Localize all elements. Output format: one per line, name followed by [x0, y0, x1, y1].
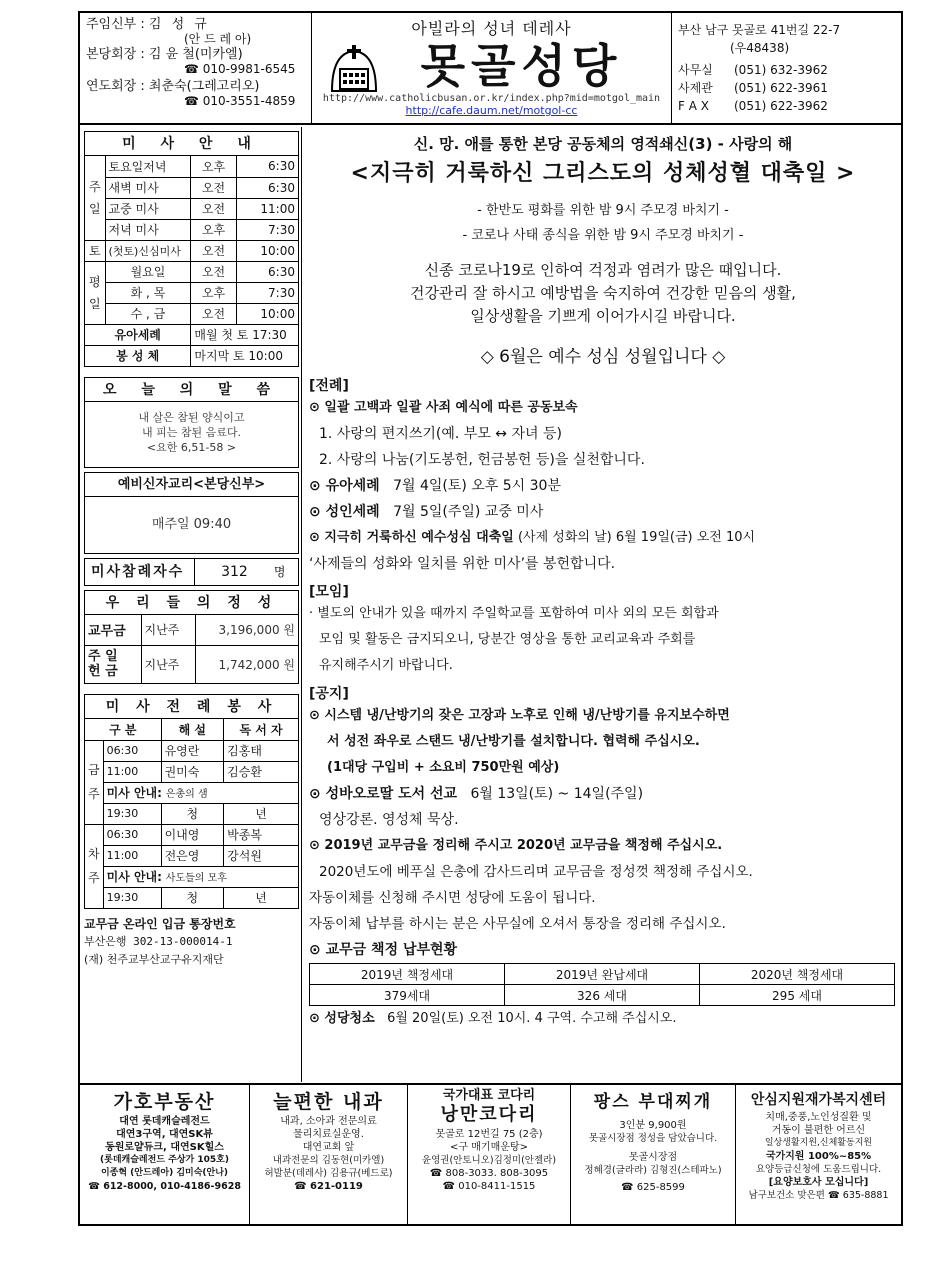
- offering-week: 지난주: [141, 615, 195, 645]
- office-phone: (051) 632-3962: [734, 63, 828, 77]
- mass-ampm: 오전: [191, 198, 236, 219]
- section-meeting: [모임]: [309, 584, 349, 600]
- offering-amount: 1,742,000 원: [195, 645, 298, 683]
- offering-label: 교무금: [85, 615, 141, 645]
- ad-clinic: [250, 1085, 408, 1226]
- ad-line: [요양보호사 모십니다]: [768, 1177, 869, 1188]
- mass-time: 6:30: [236, 156, 298, 177]
- notice-line: 모임 및 활동은 금지되오니, 당분간 영상을 통한 교리교육과 주회를: [319, 632, 696, 647]
- ad-phone: ☎ 808-3033. 808-3095: [429, 1168, 549, 1179]
- ad-line: 대연3구역, 대연SK뷰: [116, 1129, 213, 1140]
- mass-ampm: 오전: [191, 261, 236, 282]
- attendance-label: 미사참례자수: [85, 559, 195, 585]
- dues-value: 379세대: [310, 985, 505, 1006]
- notice-line: 7월 5일(주일) 교중 미사: [393, 504, 544, 520]
- offering-week: 지난주: [141, 645, 195, 683]
- feast-title: <지극히 거룩하신 그리스도의 성체성혈 대축일 >: [350, 161, 856, 186]
- notice-line: 1. 사랑의 편지쓰기(예. 부모 ↔ 자녀 등): [319, 426, 562, 442]
- ad-line: 치매,중풍,노인성질환 및: [765, 1112, 872, 1123]
- server-time: 11:00: [103, 761, 161, 782]
- attendance-unit: 명: [273, 565, 286, 579]
- mass-time: 10:00: [236, 240, 298, 261]
- mass-name: 저녁 미사: [105, 219, 191, 240]
- dues-head: 2020년 책정세대: [700, 964, 895, 985]
- ad-welfare-center: [736, 1085, 901, 1226]
- church-name: 못골성당: [420, 39, 623, 93]
- ad-stew: [571, 1085, 736, 1226]
- notice-heading: ⊙ 교무금 책정 납부현황: [309, 942, 458, 958]
- covid-notice: 건강관리 잘 하시고 예방법을 숙지하여 건강한 믿음의 생활,: [410, 284, 796, 302]
- notice-line: 2. 사랑의 나눔(기도봉헌, 헌금봉헌 등)을 실천합니다.: [319, 452, 645, 468]
- mass-time: 7:30: [236, 219, 298, 240]
- ad-line: 윤영권(안토니오)김정미(안젤라): [421, 1155, 557, 1166]
- notice-line: (사제 성화의 날) 6월 19일(금) 오전 10시: [517, 530, 756, 545]
- attendance-box: [84, 558, 299, 586]
- mass-guide-value: 은총의 샘: [165, 789, 208, 800]
- sacristy-label: 사제관: [678, 81, 713, 95]
- priest-label: 주임신부 :: [86, 17, 145, 32]
- mass-ampm: 오전: [191, 303, 236, 324]
- mass-name: 월요일: [105, 261, 191, 282]
- mass-name: 교중 미사: [105, 198, 191, 219]
- today-word-title: 오 늘 의 말 씀: [85, 378, 298, 402]
- notice-heading: ⊙ 성당청소: [309, 1011, 375, 1026]
- bank-account-number: 부산은행 302-13-000014-1: [84, 935, 233, 948]
- ad-line: (롯데캐슬레전드 주상가 105호): [100, 1155, 229, 1165]
- weekday-label: 평일: [85, 261, 105, 324]
- ad-phone: ☎ 010-8411-1515: [442, 1181, 536, 1192]
- notice-heading: ⊙ 지극히 거룩하신 예수성심 대축일: [309, 530, 514, 545]
- server-name: 년: [224, 803, 298, 824]
- offering-table: [85, 615, 298, 683]
- fax-label: F A X: [678, 99, 709, 113]
- prayer-note: - 코로나 사태 종식을 위한 밤 9시 주모경 바치기 -: [462, 228, 744, 243]
- ad-phone: ☎ 625-8599: [621, 1182, 685, 1193]
- mass-ampm: 오전: [191, 177, 236, 198]
- section-liturgy: [전례]: [309, 378, 349, 394]
- this-week-label: 금주: [85, 740, 103, 824]
- mass-ampm: 오후: [191, 156, 236, 177]
- notice-line: 2020년도에 베푸실 은총에 감사드리며 교무금을 정성껏 책정해 주십시오.: [319, 864, 753, 880]
- bulletin-page: [78, 11, 903, 1226]
- server-name: 김승환: [224, 761, 298, 782]
- cafe-link[interactable]: http://cafe.daum.net/motgol-cc: [405, 104, 578, 117]
- ad-phone: ☎ 621-0119: [294, 1181, 363, 1192]
- infant-baptism-label: 유아세례: [85, 324, 191, 345]
- today-word: [84, 377, 299, 468]
- server-time: 19:30: [103, 803, 161, 824]
- notice-line: 6월 13일(토) ~ 14일(주일): [470, 786, 644, 802]
- theme-subtitle: 신. 망. 애를 통한 본당 공동체의 영적쇄신(3) - 사랑의 해: [413, 135, 793, 153]
- server-name: 청: [161, 803, 224, 824]
- youth-phone: ☎ 010-3551-4859: [184, 94, 296, 108]
- ad-line: 물리치료실운영.: [293, 1129, 364, 1140]
- mass-schedule-title: 미 사 안 내: [85, 132, 298, 156]
- dues-value: 295 세대: [700, 985, 895, 1006]
- ad-title: 국가대표 코다리: [442, 1088, 536, 1103]
- server-name: 년: [224, 887, 298, 908]
- ad-line: <구 매기매운탕>: [450, 1142, 528, 1153]
- server-name: 권미숙: [161, 761, 224, 782]
- server-name: 강석원: [224, 845, 298, 866]
- notice-line: 자동이체를 신청해 주시면 성당에 도움이 됩니다.: [309, 890, 596, 906]
- mass-guide-label: 미사 안내:: [106, 870, 162, 884]
- server-time: 06:30: [103, 824, 161, 845]
- ad-line: 허발분(데레사) 김용규(베드로): [264, 1168, 393, 1179]
- notice-line: ‘사제들의 성화와 일치를 위한 미사’를 봉헌합니다.: [309, 556, 616, 572]
- mass-time: 7:30: [236, 282, 298, 303]
- ad-line: 일상생활지원,신체활동지원: [764, 1138, 873, 1148]
- saturday-label: 토: [85, 240, 105, 261]
- covid-notice: 신종 코로나19로 인하여 걱정과 염려가 많은 때입니다.: [424, 261, 782, 279]
- notice-line: · 별도의 안내가 있을 때까지 주일학교를 포함하여 미사 외의 모든 회합과: [309, 606, 719, 621]
- mass-time: 10:00: [236, 303, 298, 324]
- offering-label: 주 일 헌 금: [85, 645, 141, 683]
- chairman-name: 김 윤 철(미카엘): [148, 47, 243, 62]
- offering-box: [84, 590, 299, 684]
- church-address: 부산 남구 못골로 41번길 22-7: [678, 23, 841, 37]
- notice-heading: ⊙ 성바오로딸 도서 선교: [309, 786, 458, 802]
- server-name: 청: [161, 887, 224, 908]
- bank-account: [84, 915, 299, 969]
- servers-table: [85, 719, 298, 908]
- mass-ampm: 오후: [191, 219, 236, 240]
- catechumen-title: 예비신자교리<본당신부>: [85, 473, 298, 497]
- covid-notice: 일상생활을 기쁘게 이어가시길 바랍니다.: [470, 307, 736, 325]
- mass-name: 화 , 목: [105, 282, 191, 303]
- bulletin-header: [80, 13, 901, 125]
- server-name: 이내영: [161, 824, 224, 845]
- today-word-reference: <요한 6,51-58 >: [146, 441, 237, 454]
- youth-name: 최춘숙(그레고리오): [148, 79, 260, 94]
- offering-title: 우 리 들 의 정 성: [85, 591, 298, 615]
- mass-time: 6:30: [236, 261, 298, 282]
- notice-line: (1대당 구입비 + 소요비 750만원 예상): [327, 760, 560, 775]
- prayer-note: - 한반도 평화를 위한 밤 9시 주모경 바치기 -: [477, 203, 729, 218]
- sacristy-phone: (051) 622-3961: [734, 81, 828, 95]
- notice-heading: ⊙ 일괄 고백과 일괄 사죄 예식에 따른 공동보속: [309, 400, 578, 415]
- communion-value: 마지막 토 10:00: [191, 345, 298, 366]
- ad-line: 거동이 불편한 어르신: [771, 1125, 866, 1136]
- staff-contacts: [80, 13, 312, 125]
- today-word-line: 내 피는 참된 음료다.: [142, 426, 241, 439]
- homepage-link[interactable]: http://www.catholicbusan.or.kr/index.php?mid=motgol_main: [322, 93, 661, 104]
- dues-head: 2019년 완납세대: [505, 964, 700, 985]
- communion-label: 봉 성 체: [85, 345, 191, 366]
- ad-line: 동원로얄듀크, 대연SK힐스: [105, 1142, 224, 1153]
- today-word-line: 내 살은 참된 양식이고: [138, 411, 245, 424]
- ad-title: 안심지원재가복지센터: [750, 1092, 887, 1108]
- mass-time: 11:00: [236, 198, 298, 219]
- mass-time: 6:30: [236, 177, 298, 198]
- dues-value: 326 세대: [505, 985, 700, 1006]
- section-notice: [공지]: [309, 686, 349, 702]
- notice-line: 영상강론. 영성체 묵상.: [319, 812, 459, 828]
- server-time: 06:30: [103, 740, 161, 761]
- ad-title: 늘편한 내과: [273, 1091, 384, 1113]
- church-logo-icon: [328, 43, 380, 95]
- ad-line: 못골로 12번길 75 (2층): [435, 1129, 543, 1140]
- notice-heading: ⊙ 시스템 냉/난방기의 잦은 고장과 노후로 인해 냉/난방기를 유지보수하면: [309, 708, 730, 723]
- offering-amount: 3,196,000 원: [195, 615, 298, 645]
- notice-line: 유지해주시기 바랍니다.: [319, 658, 453, 673]
- notice-line: 6월 20일(토) 오전 10시. 4 구역. 수고해 주십시오.: [387, 1011, 677, 1026]
- mass-name: 새벽 미사: [105, 177, 191, 198]
- notice-line: 자동이체 납부를 하시는 분은 사무실에 오셔서 통장을 정리해 주십시오.: [309, 916, 726, 932]
- servers-head: 해 설: [161, 719, 224, 740]
- main-content: [303, 127, 901, 1082]
- ad-line: 못골시장점: [628, 1152, 678, 1163]
- bank-holder: (재) 천주교부산교구유지재단: [84, 953, 224, 966]
- bank-title: 교무금 온라인 입금 통장번호: [84, 917, 236, 931]
- ad-title: 가호부동산: [113, 1091, 216, 1113]
- ad-line: 대연 롯데캐슬레전드: [119, 1116, 210, 1127]
- notice-line: 서 성전 좌우로 스탠드 냉/난방기를 설치합니다. 협력해 주십시오.: [327, 734, 700, 749]
- ad-realestate: [80, 1085, 250, 1226]
- fax-phone: (051) 622-3962: [734, 99, 828, 113]
- server-time: 19:30: [103, 887, 161, 908]
- left-sidebar: [80, 127, 302, 1082]
- priest-baptismal: (안 드 레 아): [184, 32, 252, 46]
- notice-heading: ⊙ 성인세례: [309, 504, 380, 520]
- server-name: 유영란: [161, 740, 224, 761]
- church-motto: 아빌라의 성녀 데레사: [411, 19, 572, 38]
- catechumen-class: [84, 472, 299, 554]
- mass-name: 토요일저녁: [105, 156, 191, 177]
- ad-line: 요양등급신청에 도움드립니다.: [755, 1164, 882, 1175]
- notice-heading: ⊙ 유아세례: [309, 478, 380, 494]
- servers-head: 구 분: [85, 719, 161, 740]
- infant-baptism-value: 매월 첫 토 17:30: [191, 324, 298, 345]
- next-week-label: 차주: [85, 824, 103, 908]
- server-name: 전은영: [161, 845, 224, 866]
- sunday-label: 주일: [85, 156, 105, 240]
- chairman-label: 본당회장 :: [86, 47, 145, 62]
- ad-line: 국가지원 100%~85%: [765, 1151, 872, 1162]
- ad-line: 내과, 소아과 전문의료: [280, 1116, 377, 1127]
- dues-head: 2019년 책정세대: [310, 964, 505, 985]
- dues-table: [309, 963, 895, 1006]
- mass-guide-value: 사도들의 모후: [165, 873, 227, 884]
- month-dedication: ◇ 6월은 예수 성심 성월입니다 ◇: [480, 347, 726, 367]
- mass-ampm: 오전: [191, 240, 236, 261]
- servers-head: 독 서 자: [224, 719, 298, 740]
- advertisements: [80, 1083, 901, 1226]
- servers-title: 미 사 전 례 봉 사: [85, 695, 298, 719]
- mass-name: 수 , 금: [105, 303, 191, 324]
- mass-guide-label: 미사 안내:: [106, 786, 162, 800]
- notice-heading: ⊙ 2019년 교무금을 정리해 주시고 2020년 교무금을 책정해 주십시오.: [309, 838, 723, 853]
- office-label: 사무실: [678, 63, 713, 77]
- ad-line: 정혜경(글라라) 김형진(스테파노): [584, 1165, 722, 1176]
- ad-line: 이종혁 (안드레아) 김미숙(안나): [100, 1168, 229, 1178]
- servers-box: [84, 694, 299, 909]
- ad-phone: ☎ 612-8000, 010-4186-9628: [88, 1181, 241, 1192]
- server-name: 김홍태: [224, 740, 298, 761]
- server-name: 박종복: [224, 824, 298, 845]
- youth-label: 연도회장 :: [86, 79, 145, 94]
- mass-name: (첫토)신심미사: [105, 240, 191, 261]
- church-masthead: [312, 13, 672, 125]
- ad-title-brand: 낭만코다리: [440, 1104, 538, 1125]
- attendance-count: 312: [221, 564, 248, 580]
- mass-ampm: 오후: [191, 282, 236, 303]
- chairman-phone: ☎ 010-9981-6545: [184, 62, 296, 76]
- mass-schedule: [84, 131, 299, 367]
- ad-line: 3인분 9,900원: [619, 1120, 687, 1131]
- ad-line: 내과전문의 김동현(미카엘): [272, 1155, 385, 1166]
- catechumen-time: 매주일 09:40: [151, 517, 232, 532]
- ad-restaurant: [408, 1085, 571, 1226]
- priest-name: 김 성 규: [148, 17, 210, 32]
- church-postcode: (우48438): [730, 41, 790, 55]
- ad-line: 못골시장점 정성을 담았습니다.: [588, 1133, 718, 1144]
- notice-line: 7월 4일(토) 오후 5시 30분: [393, 478, 561, 494]
- server-time: 11:00: [103, 845, 161, 866]
- ad-phone: 남구보건소 맞은편 ☎ 635-8881: [748, 1190, 889, 1201]
- church-address-block: [672, 13, 901, 125]
- ad-title: 팡스 부대찌개: [593, 1092, 713, 1112]
- mass-schedule-table: [85, 156, 298, 366]
- ad-line: 대연교회 앞: [302, 1142, 355, 1153]
